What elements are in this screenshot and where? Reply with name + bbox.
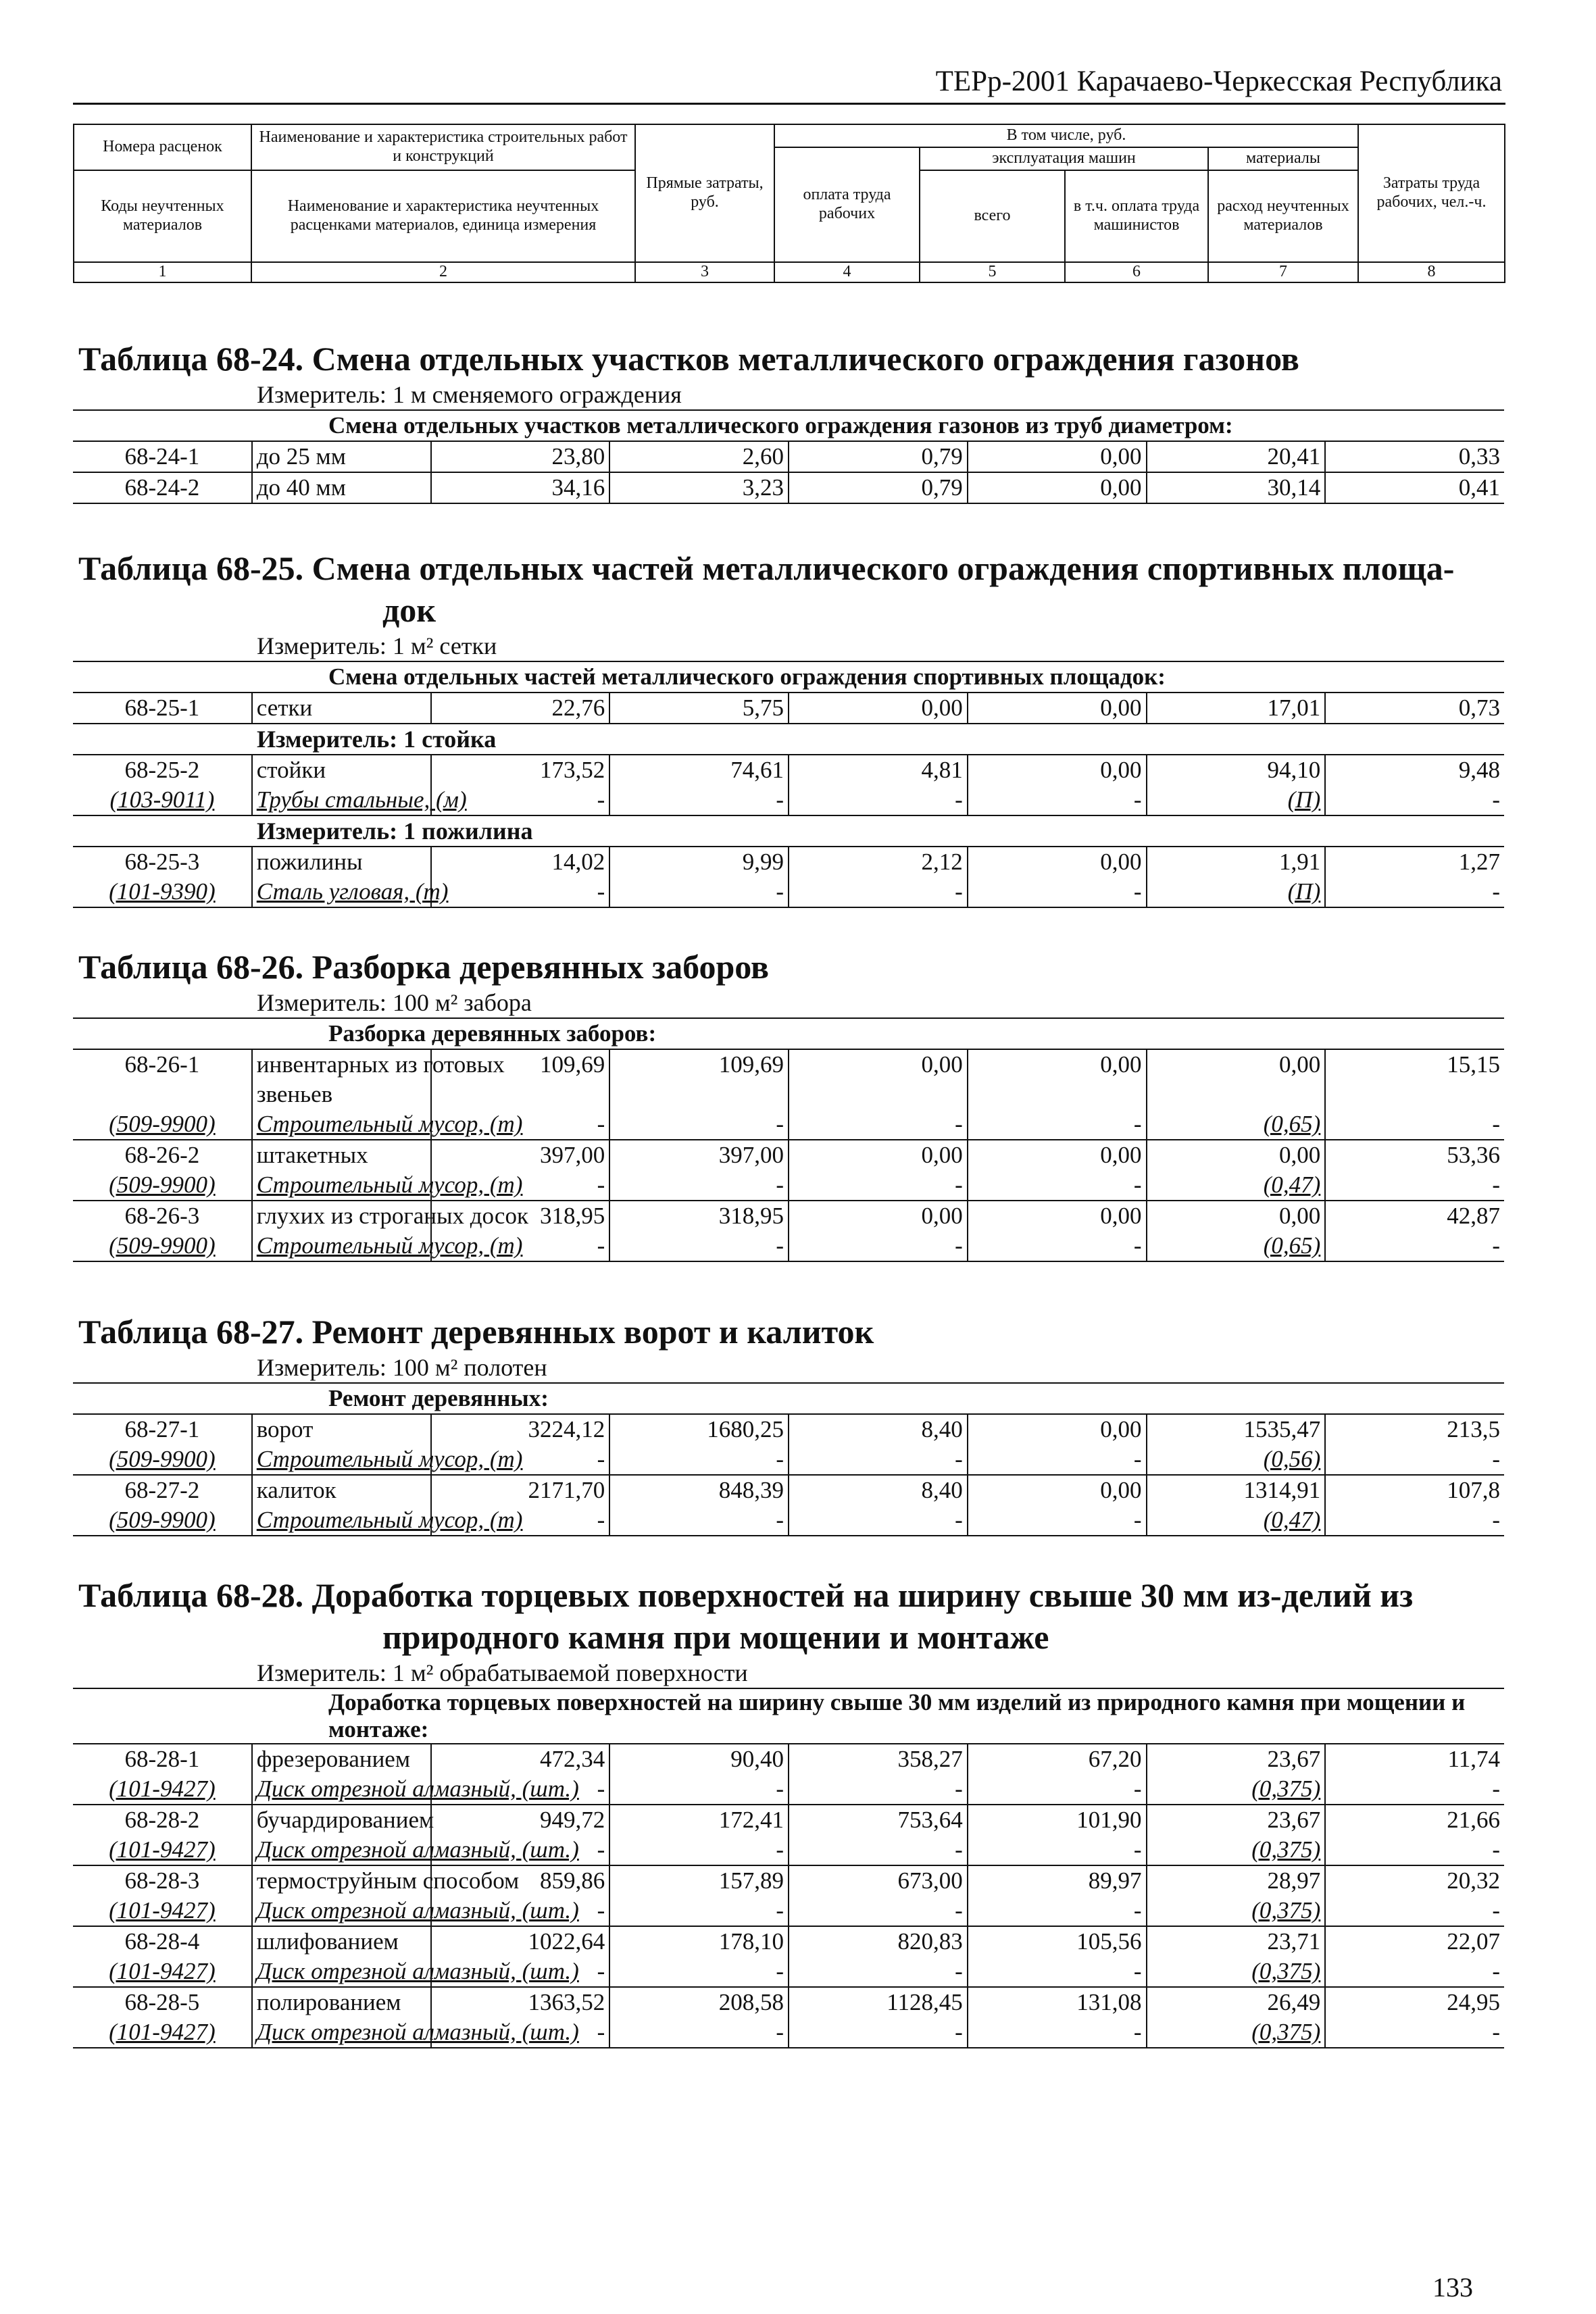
table-title: Таблица 68-26. Разборка деревянных заборов (78, 948, 770, 986)
cell: 68-27-2 (73, 1475, 252, 1505)
cell: Строительный мусор, (т) (252, 1505, 431, 1536)
cell: (101-9427) (73, 1957, 252, 1987)
cell: - (1325, 1835, 1504, 1865)
cell: 68-25-1 (73, 693, 252, 724)
material-row (73, 785, 1504, 815)
cell: Диск отрезной алмазный, (шт.) (252, 1896, 431, 1926)
cell: 68-25-2 (73, 755, 252, 785)
cell: 0,79 (789, 441, 968, 472)
cell: - (609, 785, 789, 815)
col6: в т.ч. оплата труда машинистов (1065, 170, 1208, 262)
cell: (0,56) (1147, 1444, 1326, 1475)
cell: - (968, 1505, 1147, 1536)
cell: - (431, 1505, 610, 1536)
table-row-cont (73, 1080, 1504, 1109)
cell: Трубы стальные, (м) (252, 785, 431, 815)
col-num: 5 (920, 262, 1065, 282)
cell: - (609, 1505, 789, 1536)
material-row (73, 1957, 1504, 1987)
col1-top: Номера расценок (74, 124, 251, 170)
cell: 109,69 (609, 1049, 789, 1080)
cell: 0,00 (789, 1140, 968, 1170)
cell: 318,95 (609, 1201, 789, 1231)
col4: оплата труда рабочих (774, 147, 920, 262)
cell: (П) (1147, 785, 1326, 815)
cell: 107,8 (1447, 1477, 1500, 1503)
cell: (509-9900) (73, 1109, 252, 1140)
measure: Измеритель: 1 м² сетки (257, 632, 497, 659)
cell: 53,36 (1447, 1142, 1500, 1168)
cell: - (1325, 2017, 1504, 2048)
cell: Сталь угловая, (т) (252, 877, 431, 907)
col7: расход неучтенных материалов (1208, 170, 1358, 262)
table-title: Таблица 68-24. Смена отдельных участков металлического ограждения газонов (78, 340, 1299, 378)
cell: (0,47) (1147, 1170, 1326, 1201)
cell: - (968, 1170, 1147, 1201)
cell: - (968, 877, 1147, 907)
material-row (73, 1109, 1504, 1140)
cell: 172,41 (609, 1805, 789, 1835)
cell: 24,95 (1447, 1989, 1500, 2015)
cell: 1022,64 (431, 1926, 610, 1957)
cell: (509-9900) (73, 1444, 252, 1475)
col-num: 7 (1208, 262, 1358, 282)
incl-header: В том числе, руб. (774, 124, 1358, 147)
cell: 0,00 (968, 847, 1147, 877)
cell: 94,10 (1147, 755, 1326, 785)
cell: - (609, 1444, 789, 1475)
cell: - (789, 1896, 968, 1926)
cell: 22,07 (1447, 1928, 1500, 1955)
group-header: Доработка торцевых поверхностей на ширину свыше 30 мм изделий из природного камня при мощении и монтаже: (73, 1688, 1504, 1744)
cell: (103-9011) (73, 785, 252, 815)
cell: 178,10 (609, 1926, 789, 1957)
cell: - (609, 2017, 789, 2048)
cell: (509-9900) (73, 1231, 252, 1261)
cell: до 40 мм (252, 472, 431, 503)
cell: (101-9390) (73, 877, 252, 907)
material-row (73, 1896, 1504, 1926)
measure: Измеритель: 1 м сменяемого ограждения (257, 381, 682, 408)
cell: штакетных (252, 1140, 431, 1170)
cell: - (431, 1109, 610, 1140)
table-title-line1: Таблица 68-28. Доработка торцевых поверхностей на ширину свыше 30 мм из-делий из (78, 1576, 1414, 1614)
col-num: 3 (635, 262, 774, 282)
cell: 0,00 (968, 1201, 1147, 1231)
cell: 20,32 (1447, 1867, 1500, 1894)
material-row (73, 1444, 1504, 1475)
cell: 1314,91 (1147, 1475, 1326, 1505)
cell: 105,56 (968, 1926, 1147, 1957)
cell: (101-9427) (73, 1896, 252, 1926)
cell: 0,00 (1147, 1049, 1326, 1080)
cell: 74,61 (609, 755, 789, 785)
cell: полированием (252, 1987, 431, 2017)
cell: (0,375) (1147, 1774, 1326, 1805)
measure: Измеритель: 100 м² полотен (257, 1354, 547, 1381)
cell: 859,86 (431, 1865, 610, 1896)
cell: до 25 мм (252, 441, 431, 472)
cell: - (789, 1957, 968, 1987)
measure: Измеритель: 100 м² забора (257, 989, 532, 1016)
cell: 820,83 (789, 1926, 968, 1957)
cell: Диск отрезной алмазный, (шт.) (252, 1835, 431, 1865)
cell: 0,00 (968, 1140, 1147, 1170)
col-num: 1 (74, 262, 251, 282)
table-row (73, 441, 1504, 472)
table-row (73, 1805, 1504, 1835)
cell: Диск отрезной алмазный, (шт.) (252, 1774, 431, 1805)
cell: 42,87 (1447, 1203, 1500, 1229)
cell: - (789, 1505, 968, 1536)
cell: 472,34 (431, 1744, 610, 1774)
cell: 213,5 (1447, 1416, 1500, 1442)
cell: 9,48 (1325, 755, 1504, 785)
cell: - (968, 1231, 1147, 1261)
group-header: Ремонт деревянных: (73, 1383, 1504, 1414)
table-row (73, 1049, 1504, 1080)
cell: - (968, 2017, 1147, 2048)
table-row (73, 1475, 1504, 1505)
column-header-table (73, 124, 1505, 283)
cell: Диск отрезной алмазный, (шт.) (252, 2017, 431, 2048)
cell: 68-28-2 (73, 1805, 252, 1835)
cell: (101-9427) (73, 1835, 252, 1865)
cell: 0,00 (1147, 1201, 1326, 1231)
table-title-line2: док (382, 591, 437, 629)
cell: 4,81 (789, 755, 968, 785)
cell: 23,67 (1147, 1744, 1326, 1774)
table-row (73, 755, 1504, 785)
cell: - (431, 1774, 610, 1805)
cell: 358,27 (789, 1744, 968, 1774)
cell: 1,91 (1147, 847, 1326, 877)
table-row (73, 1865, 1504, 1896)
cell: - (789, 1835, 968, 1865)
cell: 23,67 (1147, 1805, 1326, 1835)
measure: Измеритель: 1 пожилина (257, 818, 533, 845)
cell: 1128,45 (789, 1987, 968, 2017)
material-row (73, 2017, 1504, 2048)
table-row (73, 693, 1504, 724)
cell: 17,01 (1147, 693, 1326, 724)
cell: 28,97 (1147, 1865, 1326, 1896)
cell: 34,16 (431, 472, 610, 503)
cell: ворот (252, 1414, 431, 1444)
cell: 3,23 (609, 472, 789, 503)
col2-top: Наименование и характеристика строительных работ и конструкций (251, 124, 635, 170)
cell: 9,99 (609, 847, 789, 877)
col1-bottom: Коды неучтенных материалов (74, 170, 251, 262)
cell: 0,00 (1147, 1140, 1326, 1170)
cell: 0,00 (968, 1049, 1147, 1080)
col-num: 6 (1065, 262, 1208, 282)
cell: 68-28-4 (73, 1926, 252, 1957)
cell: - (789, 1109, 968, 1140)
cell: 89,97 (968, 1865, 1147, 1896)
cell: (0,375) (1147, 2017, 1326, 2048)
cell: - (609, 1896, 789, 1926)
cell: Диск отрезной алмазный, (шт.) (252, 1957, 431, 1987)
cell: бучардированием (252, 1805, 431, 1835)
cell: термоструйным способом (252, 1865, 431, 1896)
cell: - (609, 877, 789, 907)
cell: - (609, 1835, 789, 1865)
table-row (73, 1744, 1504, 1774)
cell: (0,375) (1147, 1835, 1326, 1865)
table-title-line2: природного камня при мощении и монтаже (382, 1618, 1049, 1656)
group-header: Разборка деревянных заборов: (73, 1018, 1504, 1049)
cell: 109,69 (431, 1049, 610, 1080)
col-num: 2 (251, 262, 635, 282)
cell: - (1325, 877, 1504, 907)
cell: - (431, 1170, 610, 1201)
cell: (П) (1147, 877, 1326, 907)
cell: - (1325, 1231, 1504, 1261)
cell: - (431, 1896, 610, 1926)
col-num: 4 (774, 262, 920, 282)
cell: 1363,52 (431, 1987, 610, 2017)
cell: 68-26-1 (73, 1049, 252, 1080)
col-num: 8 (1358, 262, 1505, 282)
cell: - (431, 1835, 610, 1865)
cell: - (609, 1170, 789, 1201)
cell: 318,95 (431, 1201, 610, 1231)
cell: - (1325, 1774, 1504, 1805)
table-row (73, 1987, 1504, 2017)
cell: 68-25-3 (73, 847, 252, 877)
material-row (73, 1835, 1504, 1865)
cell: 68-26-3 (73, 1201, 252, 1231)
cell: - (968, 1444, 1147, 1475)
cell: 101,90 (968, 1805, 1147, 1835)
cell: Строительный мусор, (т) (252, 1231, 431, 1261)
cell: - (968, 785, 1147, 815)
page-number: 133 (1432, 2272, 1473, 2303)
cell: 0,00 (789, 1201, 968, 1231)
cell: - (968, 1957, 1147, 1987)
table-row (73, 472, 1504, 503)
table-row (73, 847, 1504, 877)
cell: - (968, 1774, 1147, 1805)
cell: 14,02 (431, 847, 610, 877)
cell: 8,40 (789, 1475, 968, 1505)
cell: - (968, 1896, 1147, 1926)
material-row (73, 877, 1504, 907)
cell: - (431, 1231, 610, 1261)
cell: - (789, 1170, 968, 1201)
table-row (73, 1414, 1504, 1444)
cell: 68-26-2 (73, 1140, 252, 1170)
cell: звеньев (252, 1080, 431, 1109)
material-row (73, 1505, 1504, 1536)
cell: 848,39 (609, 1475, 789, 1505)
cell: - (609, 1957, 789, 1987)
table-68-27 (73, 1311, 1504, 1536)
cell: 0,00 (789, 693, 968, 724)
cell: 67,20 (968, 1744, 1147, 1774)
cell: 15,15 (1447, 1051, 1500, 1078)
measure: Измеритель: 1 стойка (257, 726, 497, 753)
cell: 11,74 (1447, 1746, 1500, 1772)
cell: шлифованием (252, 1926, 431, 1957)
cell: (101-9427) (73, 1774, 252, 1805)
cell: - (1325, 1505, 1504, 1536)
cell: (0,375) (1147, 1896, 1326, 1926)
cell: - (789, 1444, 968, 1475)
cell: 5,75 (609, 693, 789, 724)
cell: - (609, 1109, 789, 1140)
cell: 2171,70 (431, 1475, 610, 1505)
cell: - (789, 1231, 968, 1261)
cell: 0,00 (968, 441, 1147, 472)
cell: - (1325, 1896, 1504, 1926)
cell: - (1325, 1109, 1504, 1140)
cell: 0,00 (968, 693, 1147, 724)
cell: - (789, 877, 968, 907)
group-header: Смена отдельных участков металлического ограждения газонов из труб диаметром: (73, 410, 1504, 441)
cell: 23,80 (431, 441, 610, 472)
cell: 0,79 (789, 472, 968, 503)
col5: всего (920, 170, 1065, 262)
cell: 1680,25 (609, 1414, 789, 1444)
table-row (73, 1140, 1504, 1170)
cell: - (609, 1231, 789, 1261)
cell: - (1325, 1957, 1504, 1987)
cell: инвентарных из готовых (252, 1049, 431, 1080)
cell: 68-28-5 (73, 1987, 252, 2017)
cell: 20,41 (1147, 441, 1326, 472)
machines-header: эксплуатация машин (920, 147, 1208, 170)
cell: (509-9900) (73, 1505, 252, 1536)
cell: 68-27-1 (73, 1414, 252, 1444)
cell: 1,27 (1325, 847, 1504, 877)
cell: 0,41 (1325, 472, 1504, 503)
cell: сетки (252, 693, 431, 724)
cell: - (431, 1444, 610, 1475)
cell: 0,73 (1325, 693, 1504, 724)
cell: 949,72 (431, 1805, 610, 1835)
cell: калиток (252, 1475, 431, 1505)
cell: - (431, 2017, 610, 2048)
cell: (0,65) (1147, 1231, 1326, 1261)
cell: 68-28-1 (73, 1744, 252, 1774)
cell: 0,00 (789, 1049, 968, 1080)
cell: (509-9900) (73, 1170, 252, 1201)
cell: (0,65) (1147, 1109, 1326, 1140)
cell: 673,00 (789, 1865, 968, 1896)
cell: 0,00 (968, 755, 1147, 785)
cell: (101-9427) (73, 2017, 252, 2048)
cell: 0,00 (968, 472, 1147, 503)
cell: Строительный мусор, (т) (252, 1170, 431, 1201)
table-row (73, 1201, 1504, 1231)
cell: Строительный мусор, (т) (252, 1444, 431, 1475)
table-row (73, 1926, 1504, 1957)
cell: 21,66 (1447, 1807, 1500, 1833)
cell: 131,08 (968, 1987, 1147, 2017)
cell: 753,64 (789, 1805, 968, 1835)
cell: 0,00 (968, 1414, 1147, 1444)
cell: 3224,12 (431, 1414, 610, 1444)
col3: Прямые затраты, руб. (635, 124, 774, 262)
cell: (0,47) (1147, 1505, 1326, 1536)
cell: - (431, 877, 610, 907)
cell: - (609, 1774, 789, 1805)
material-row (73, 1170, 1504, 1201)
cell: - (1325, 1444, 1504, 1475)
cell: - (1325, 1170, 1504, 1201)
cell: - (1325, 785, 1504, 815)
table-68-25 (73, 547, 1504, 908)
cell: 157,89 (609, 1865, 789, 1896)
cell: глухих из строганых досок (252, 1201, 431, 1231)
cell: - (968, 1109, 1147, 1140)
cell: - (968, 1835, 1147, 1865)
materials-header: материалы (1208, 147, 1358, 170)
cell: 397,00 (431, 1140, 610, 1170)
cell: 0,33 (1325, 441, 1504, 472)
cell: - (789, 1774, 968, 1805)
material-row (73, 1231, 1504, 1261)
cell: 1535,47 (1147, 1414, 1326, 1444)
cell: 208,58 (609, 1987, 789, 2017)
cell: - (789, 785, 968, 815)
cell: 68-28-3 (73, 1865, 252, 1896)
cell: 22,76 (431, 693, 610, 724)
col8: Затраты труда рабочих, чел.-ч. (1358, 124, 1505, 262)
cell: - (789, 2017, 968, 2048)
cell: 26,49 (1147, 1987, 1326, 2017)
cell: 90,40 (609, 1744, 789, 1774)
cell: Строительный мусор, (т) (252, 1109, 431, 1140)
cell: 68-24-2 (73, 472, 252, 503)
cell: 2,60 (609, 441, 789, 472)
table-68-28 (73, 1574, 1504, 2048)
cell: 68-24-1 (73, 441, 252, 472)
cell: - (431, 1957, 610, 1987)
cell: стойки (252, 755, 431, 785)
header-rule (73, 103, 1505, 105)
table-68-24 (73, 338, 1504, 504)
group-header: Смена отдельных частей металлического ограждения спортивных площадок: (73, 661, 1504, 693)
cell: 8,40 (789, 1414, 968, 1444)
cell: 0,00 (968, 1475, 1147, 1505)
cell: (0,375) (1147, 1957, 1326, 1987)
cell: 23,71 (1147, 1926, 1326, 1957)
table-title-line1: Таблица 68-25. Смена отдельных частей металлического ограждения спортивных площа- (78, 549, 1455, 587)
cell: 2,12 (789, 847, 968, 877)
measure: Измеритель: 1 м² обрабатываемой поверхности (257, 1659, 748, 1686)
cell: 173,52 (431, 755, 610, 785)
cell: 397,00 (609, 1140, 789, 1170)
cell: - (431, 785, 610, 815)
table-68-26 (73, 946, 1504, 1262)
running-header: ТЕРр-2001 Карачаево-Черкесская Республика (935, 66, 1502, 97)
cell: 30,14 (1147, 472, 1326, 503)
cell: фрезерованием (252, 1744, 431, 1774)
cell: пожилины (252, 847, 431, 877)
material-row (73, 1774, 1504, 1805)
table-title: Таблица 68-27. Ремонт деревянных ворот и калиток (78, 1313, 874, 1351)
col2-bottom: Наименование и характеристика неучтенных расценками материалов, единица измерения (251, 170, 635, 262)
